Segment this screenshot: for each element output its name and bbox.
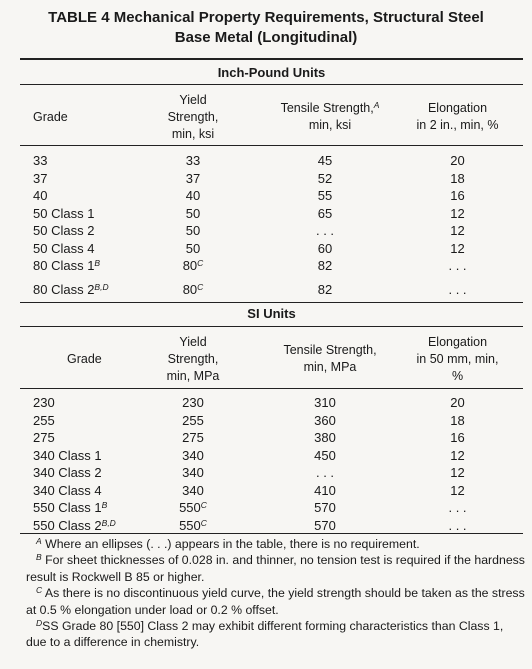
yield-text: 230	[182, 395, 204, 410]
footnote-mark: B,D	[101, 517, 116, 528]
footnote-text: As there is no discontinuous yield curve, the yield strength should be taken as the stress at 0.5 % elongation under load or 0.2 % offset.	[26, 586, 525, 617]
footnote-mark: C	[36, 585, 43, 596]
yield-cell	[148, 240, 238, 257]
table-row	[0, 170, 532, 187]
yield-text: 340	[182, 447, 204, 463]
table-row	[0, 205, 532, 222]
grade-text: 550 Class 2	[33, 517, 102, 533]
tensile-cell: 570	[314, 517, 336, 533]
grade-text: 230	[33, 395, 55, 410]
yield-cell	[148, 447, 238, 464]
inch-pound-title-rule	[20, 84, 523, 85]
tensile-cell: . . .	[315, 465, 335, 480]
table-row	[0, 222, 532, 239]
tensile-cell: 310	[314, 395, 336, 410]
yield-cell	[148, 222, 238, 239]
imperial-yield-header-line: Yield	[179, 93, 207, 107]
yield-text: 340	[182, 465, 204, 480]
tensile-cell: 45	[317, 153, 333, 168]
grade-cell	[33, 152, 47, 169]
footnote-mark: A	[36, 536, 42, 546]
yield-cell	[148, 517, 238, 534]
si-tensile-header-line: Tensile Strength,	[283, 343, 377, 357]
grade-cell	[33, 187, 47, 204]
grade-text: 340 Class 1	[33, 447, 102, 463]
tensile-cell: 55	[317, 188, 333, 203]
grade-cell	[33, 205, 94, 222]
footnote-text: SS Grade 80 [550] Class 2 may exhibit different forming characteristics than Class 1, due to a difference in chemistry.	[26, 619, 504, 650]
table-row	[0, 429, 532, 446]
footnote	[26, 585, 526, 618]
tensile-cell: 450	[314, 447, 336, 463]
table-row	[0, 499, 532, 516]
footnote-mark: C	[197, 282, 204, 292]
grade-text: 40	[33, 188, 48, 203]
imperial-tensile-header-line: min, ksi	[308, 118, 352, 132]
yield-cell	[148, 281, 238, 298]
elongation-cell: 12	[450, 240, 465, 256]
tensile-cell: 380	[314, 430, 336, 445]
grade-cell	[33, 482, 102, 499]
table-title-line-1: TABLE 4 Mechanical Property Requirements, Structural Steel	[48, 9, 484, 26]
imperial-tensile-header-line	[260, 100, 400, 117]
top-rule	[20, 58, 523, 60]
yield-text: 550	[179, 517, 201, 533]
footnote-mark: C	[200, 500, 207, 510]
footnotes	[26, 536, 526, 651]
si-yield-header-line: min, MPa	[166, 369, 220, 383]
table-row	[0, 240, 532, 257]
elongation-cell: 12	[450, 205, 465, 221]
footnote-mark: B	[101, 500, 108, 510]
yield-cell	[148, 499, 238, 516]
footnote-mark: B	[94, 258, 101, 268]
imperial-yield-header	[148, 92, 238, 143]
grade-text: 33	[33, 153, 48, 168]
si-yield-header	[148, 334, 238, 385]
yield-cell	[148, 170, 238, 187]
elongation-cell: 16	[450, 188, 465, 203]
yield-text: 50	[185, 205, 201, 221]
elongation-cell: 18	[450, 412, 465, 428]
table-row	[0, 257, 532, 274]
grade-text: 50 Class 2	[33, 223, 95, 238]
yield-text: 50	[185, 240, 201, 256]
si-elongation-header-line: %	[451, 369, 464, 383]
elongation-cell: 12	[450, 482, 465, 498]
table-row	[0, 517, 532, 534]
table-title-line-2: Base Metal (Longitudinal)	[174, 29, 358, 46]
table-row	[0, 394, 532, 411]
grade-text: 550 Class 1	[33, 500, 102, 515]
yield-text: 340	[182, 482, 204, 498]
grade-text: 275	[33, 430, 55, 445]
grade-cell	[33, 429, 55, 446]
table-row	[0, 187, 532, 204]
grade-cell	[33, 281, 109, 298]
yield-text: 80	[182, 258, 198, 273]
footnote-text: Where an ellipses (. . .) appears in the table, there is no requirement.	[41, 537, 420, 551]
grade-cell	[33, 394, 55, 411]
elongation-cell: 20	[450, 153, 465, 168]
si-elongation-header	[395, 334, 520, 385]
yield-text: 80	[182, 282, 198, 297]
footnote-mark: B	[36, 552, 42, 563]
grade-text: 80 Class 1	[33, 258, 95, 273]
yield-cell	[148, 394, 238, 411]
elongation-cell: 12	[450, 465, 465, 480]
table-row	[0, 464, 532, 481]
imperial-elongation-header-line: Elongation	[427, 101, 488, 115]
yield-text: 40	[185, 188, 201, 203]
grade-text: 255	[33, 412, 55, 428]
si-units-title: SI Units	[247, 306, 296, 321]
si-grade-header: Grade	[67, 352, 102, 366]
si-yield-header-line: Strength,	[167, 352, 219, 366]
grade-cell	[33, 517, 116, 534]
yield-cell	[148, 187, 238, 204]
grade-cell	[33, 240, 94, 257]
table-row	[0, 281, 532, 298]
tensile-cell: 360	[314, 412, 336, 428]
imperial-elongation-header-line: in 2 in., min, %	[416, 118, 499, 132]
yield-text: 275	[182, 430, 204, 445]
yield-text: 255	[182, 412, 204, 428]
footnote-mark: C	[200, 517, 207, 528]
si-title-rule	[20, 326, 523, 327]
imperial-header-rule	[20, 145, 523, 146]
table-title	[0, 8, 532, 48]
grade-cell	[33, 464, 102, 481]
table-row	[0, 412, 532, 429]
si-header-rule	[20, 388, 523, 389]
elongation-cell: . . .	[448, 282, 467, 297]
yield-cell	[148, 482, 238, 499]
elongation-cell: 20	[450, 395, 465, 410]
grade-text: 80 Class 2	[33, 282, 95, 297]
grade-text: 50 Class 4	[33, 240, 95, 256]
footnote	[26, 536, 526, 552]
table-row	[0, 482, 532, 499]
si-tensile-header	[260, 342, 400, 376]
imperial-grade-header: Grade	[33, 110, 68, 124]
footnote-mark: D	[36, 618, 43, 629]
grade-cell	[33, 222, 94, 239]
si-tensile-header-line: min, MPa	[303, 360, 357, 374]
elongation-cell: 18	[450, 170, 465, 186]
footnote-mark: C	[197, 258, 204, 268]
imperial-yield-header-line: Strength,	[167, 110, 219, 124]
tensile-cell: 60	[317, 240, 333, 256]
grade-text: 340 Class 2	[33, 465, 102, 480]
elongation-cell: 12	[450, 223, 465, 238]
yield-text: 33	[185, 153, 201, 168]
elongation-cell: . . .	[448, 500, 467, 515]
grade-cell	[33, 170, 47, 187]
footnote-text: For sheet thicknesses of 0.028 in. and thinner, no tension test is required if the hardness result is Rockwell B 85 or higher.	[26, 553, 525, 584]
si-elongation-header-line: in 50 mm, min,	[416, 352, 499, 366]
grade-cell	[33, 257, 100, 274]
tensile-cell: . . .	[315, 223, 335, 238]
tensile-cell: 52	[317, 170, 333, 186]
tensile-cell: 65	[317, 205, 333, 221]
table-row	[0, 447, 532, 464]
yield-cell	[148, 152, 238, 169]
imperial-tensile-header-text: Tensile Strength,	[280, 101, 374, 115]
grade-cell	[33, 447, 102, 464]
yield-cell	[148, 257, 238, 274]
footnote	[26, 618, 526, 651]
yield-text: 37	[185, 170, 201, 186]
elongation-cell: . . .	[448, 258, 467, 273]
imperial-yield-header-line: min, ksi	[171, 127, 215, 141]
bottom-rule	[20, 533, 523, 534]
tensile-cell: 410	[314, 482, 336, 498]
table-row	[0, 152, 532, 169]
yield-text: 50	[185, 223, 201, 238]
yield-cell	[148, 429, 238, 446]
yield-cell	[148, 205, 238, 222]
grade-cell	[33, 412, 55, 429]
tensile-cell: 82	[317, 282, 333, 297]
tensile-cell: 570	[314, 500, 336, 515]
inch-pound-units-title: Inch-Pound Units	[217, 65, 326, 80]
grade-text: 37	[33, 170, 48, 186]
footnote	[26, 552, 526, 585]
elongation-cell: . . .	[448, 517, 467, 533]
yield-text: 550	[179, 500, 201, 515]
si-yield-header-line: Yield	[179, 335, 207, 349]
grade-text: 50 Class 1	[33, 205, 95, 221]
tensile-cell: 82	[317, 258, 333, 273]
yield-cell	[148, 412, 238, 429]
yield-cell	[148, 464, 238, 481]
elongation-cell: 16	[450, 430, 465, 445]
elongation-cell: 12	[450, 447, 465, 463]
si-elongation-header-line: Elongation	[427, 335, 488, 349]
imperial-elongation-header	[395, 100, 520, 134]
grade-cell	[33, 499, 107, 516]
grade-text: 340 Class 4	[33, 482, 102, 498]
si-top-rule	[20, 302, 523, 303]
footnote-mark: B,D	[94, 282, 109, 292]
imperial-tensile-header	[260, 100, 400, 134]
footnote-mark: A	[373, 100, 380, 110]
